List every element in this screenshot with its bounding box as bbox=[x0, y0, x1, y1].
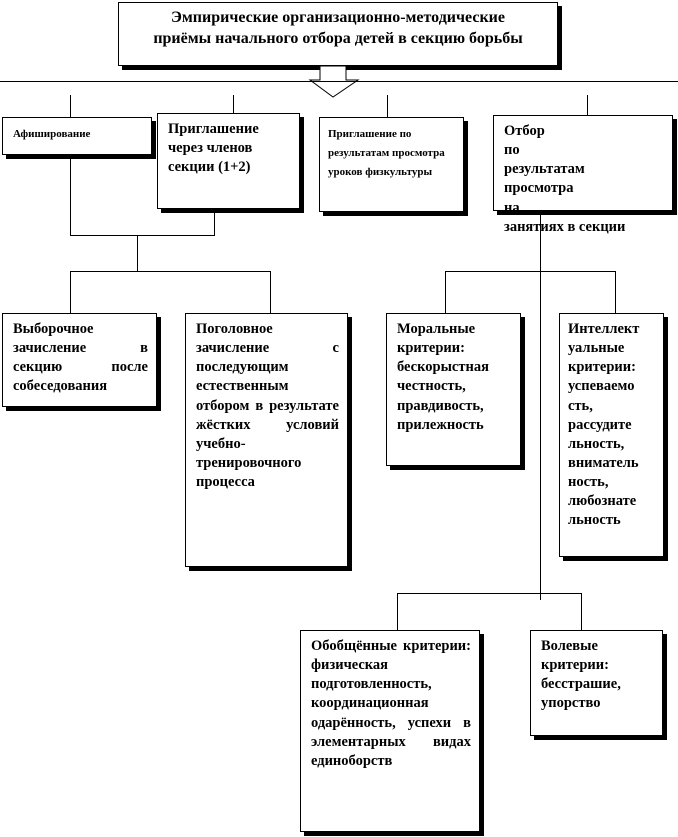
volitional-criteria-label: Волевые критерии: бесстрашие, упорство bbox=[541, 638, 621, 712]
moral-criteria-box bbox=[386, 313, 521, 466]
generalized-criteria-label: Обобщённые критерии: физическая подготовленность, координационная одарённость, успехи в элементарных видах единоборств bbox=[311, 638, 471, 769]
selection-line-2: результатам bbox=[504, 161, 585, 178]
selection-word-1: Отбор bbox=[504, 123, 545, 139]
selection-line-3 bbox=[504, 179, 662, 217]
volitional-criteria-box bbox=[530, 630, 663, 736]
selective-enrollment-label: Выборочное зачисление в секцию после собеседования bbox=[13, 321, 148, 395]
intellectual-criteria-box bbox=[559, 313, 664, 557]
generalized-criteria-box bbox=[300, 630, 480, 832]
connector-line bbox=[587, 95, 588, 115]
connector-line bbox=[397, 593, 398, 630]
connector-line bbox=[233, 95, 234, 113]
connector-line bbox=[270, 271, 271, 313]
connector-line bbox=[445, 271, 616, 272]
title-line-1: Эмпирические организационно-методические bbox=[171, 9, 505, 26]
connector-line bbox=[70, 271, 71, 313]
selection-box bbox=[493, 115, 673, 235]
invite-lessons-label: Приглашение по результатам просмотра уроков физкультуры bbox=[328, 128, 445, 178]
connector-line bbox=[70, 155, 71, 236]
intellectual-criteria-label: Интеллект уальные критерии: успеваемо сть, рассудите льность, вниматель ность, любознате льность bbox=[568, 321, 640, 529]
connector-line bbox=[214, 209, 215, 236]
invite-members-label: Приглашение через членов секции (1+2) bbox=[168, 121, 259, 176]
selective-enrollment-box bbox=[2, 313, 157, 407]
general-enrollment-box bbox=[185, 313, 348, 567]
title-line-2: приёмы начального отбора детей в секцию борьбы bbox=[153, 29, 523, 47]
selection-word-2: по bbox=[504, 142, 520, 159]
general-enrollment-label: Поголовное зачисление с последующим естественным отбором в результате жёстких условий учебно-тренировочного процесса bbox=[196, 321, 339, 490]
connector-line bbox=[0, 81, 678, 82]
connector-line bbox=[387, 95, 388, 117]
selection-word-3: просмотра bbox=[504, 180, 574, 197]
connector-line bbox=[70, 95, 71, 117]
affiliation-label: Афиширование bbox=[13, 128, 91, 140]
connector-line bbox=[397, 593, 582, 594]
connector-line bbox=[70, 271, 271, 272]
affiliation-box bbox=[2, 117, 152, 155]
connector-line bbox=[581, 593, 582, 630]
invite-lessons-box bbox=[319, 117, 464, 212]
connector-line bbox=[540, 211, 541, 600]
selection-line-1 bbox=[504, 122, 662, 160]
down-arrow-icon bbox=[308, 66, 360, 100]
selection-word-4: на bbox=[504, 199, 520, 216]
connector-line bbox=[445, 271, 446, 313]
moral-criteria-label: Моральные критерии: бескорыстная честность, правдивость, прилежность bbox=[397, 321, 489, 433]
title-box bbox=[118, 2, 558, 66]
invite-members-box bbox=[157, 113, 300, 209]
connector-line bbox=[70, 235, 215, 236]
connector-line bbox=[137, 236, 138, 271]
selection-line-4: занятиях в секции bbox=[504, 218, 626, 235]
connector-line bbox=[615, 271, 616, 313]
